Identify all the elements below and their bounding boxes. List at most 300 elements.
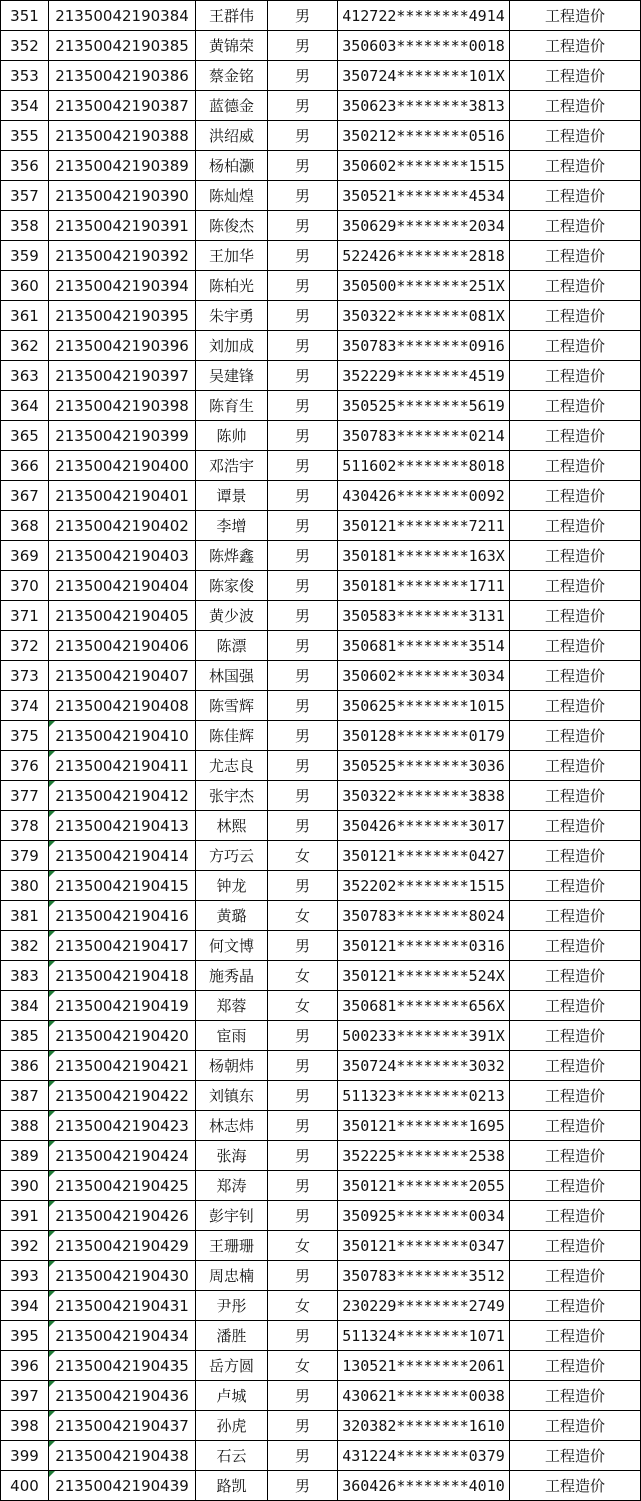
id-card-cell: 350322********081X: [338, 301, 510, 331]
name-cell: 黄少波: [196, 601, 268, 631]
gender-cell: 男: [268, 241, 338, 271]
exam-id-cell: 21350042190394: [49, 271, 196, 301]
row-number-cell: 386: [1, 1051, 49, 1081]
exam-id-cell: 21350042190404: [49, 571, 196, 601]
exam-id-cell: 21350042190422: [49, 1081, 196, 1111]
gender-cell: 男: [268, 571, 338, 601]
id-card-cell: 350121********0427: [338, 841, 510, 871]
exam-id-cell: 21350042190388: [49, 121, 196, 151]
major-cell: 工程造价: [510, 481, 641, 511]
id-card-cell: 350121********0347: [338, 1231, 510, 1261]
id-card-cell: 500233********391X: [338, 1021, 510, 1051]
name-cell: 施秀晶: [196, 961, 268, 991]
row-number-cell: 363: [1, 361, 49, 391]
exam-id-cell: 21350042190395: [49, 301, 196, 331]
id-card-cell: 350500********251X: [338, 271, 510, 301]
exam-id-cell: 21350042190418: [49, 961, 196, 991]
id-card-cell: 352229********4519: [338, 361, 510, 391]
name-cell: 何文博: [196, 931, 268, 961]
table-row: [1, 1201, 641, 1231]
exam-id-cell: 21350042190405: [49, 601, 196, 631]
gender-cell: 男: [268, 1471, 338, 1501]
table-row: [1, 271, 641, 301]
major-cell: 工程造价: [510, 451, 641, 481]
id-card-cell: 350212********0516: [338, 121, 510, 151]
exam-id-cell: 21350042190402: [49, 511, 196, 541]
name-cell: 石云: [196, 1441, 268, 1471]
gender-cell: 男: [268, 481, 338, 511]
major-cell: 工程造价: [510, 1021, 641, 1051]
major-cell: 工程造价: [510, 121, 641, 151]
table-row: [1, 481, 641, 511]
row-number-cell: 378: [1, 811, 49, 841]
gender-cell: 男: [268, 1261, 338, 1291]
id-card-cell: 350121********524X: [338, 961, 510, 991]
id-card-cell: 350724********3032: [338, 1051, 510, 1081]
exam-id-cell: 21350042190400: [49, 451, 196, 481]
name-cell: 彭宇钊: [196, 1201, 268, 1231]
table-row: [1, 1, 641, 31]
major-cell: 工程造价: [510, 1171, 641, 1201]
row-number-cell: 354: [1, 91, 49, 121]
exam-id-cell: 21350042190408: [49, 691, 196, 721]
row-number-cell: 369: [1, 541, 49, 571]
exam-id-cell: 21350042190413: [49, 811, 196, 841]
row-number-cell: 380: [1, 871, 49, 901]
major-cell: 工程造价: [510, 541, 641, 571]
exam-id-cell: 21350042190384: [49, 1, 196, 31]
major-cell: 工程造价: [510, 1321, 641, 1351]
major-cell: 工程造价: [510, 91, 641, 121]
gender-cell: 男: [268, 1141, 338, 1171]
major-cell: 工程造价: [510, 1141, 641, 1171]
gender-cell: 女: [268, 901, 338, 931]
row-number-cell: 392: [1, 1231, 49, 1261]
table-row: [1, 1171, 641, 1201]
exam-id-cell: 21350042190397: [49, 361, 196, 391]
gender-cell: 男: [268, 691, 338, 721]
name-cell: 陈帅: [196, 421, 268, 451]
major-cell: 工程造价: [510, 151, 641, 181]
major-cell: 工程造价: [510, 1261, 641, 1291]
gender-cell: 男: [268, 1441, 338, 1471]
gender-cell: 男: [268, 301, 338, 331]
table-row: [1, 361, 641, 391]
row-number-cell: 388: [1, 1111, 49, 1141]
row-number-cell: 366: [1, 451, 49, 481]
row-number-cell: 372: [1, 631, 49, 661]
name-cell: 蔡金铭: [196, 61, 268, 91]
major-cell: 工程造价: [510, 1351, 641, 1381]
major-cell: 工程造价: [510, 901, 641, 931]
table-row: [1, 601, 641, 631]
gender-cell: 男: [268, 511, 338, 541]
id-card-cell: 350783********0214: [338, 421, 510, 451]
table-row: [1, 31, 641, 61]
id-card-cell: 511324********1071: [338, 1321, 510, 1351]
table-row: [1, 331, 641, 361]
table-row: [1, 391, 641, 421]
exam-id-cell: 21350042190423: [49, 1111, 196, 1141]
major-cell: 工程造价: [510, 1231, 641, 1261]
major-cell: 工程造价: [510, 841, 641, 871]
name-cell: 路凯: [196, 1471, 268, 1501]
exam-id-cell: 21350042190386: [49, 61, 196, 91]
row-number-cell: 381: [1, 901, 49, 931]
exam-id-cell: 21350042190391: [49, 211, 196, 241]
exam-id-cell: 21350042190406: [49, 631, 196, 661]
gender-cell: 男: [268, 361, 338, 391]
table-row: [1, 451, 641, 481]
row-number-cell: 390: [1, 1171, 49, 1201]
exam-id-cell: 21350042190387: [49, 91, 196, 121]
name-cell: 岳方圆: [196, 1351, 268, 1381]
table-row: [1, 721, 641, 751]
id-card-cell: 350181********1711: [338, 571, 510, 601]
id-card-cell: 350121********0316: [338, 931, 510, 961]
name-cell: 尤志良: [196, 751, 268, 781]
table-row: [1, 751, 641, 781]
id-card-cell: 350681********656X: [338, 991, 510, 1021]
name-cell: 陈烨鑫: [196, 541, 268, 571]
id-card-cell: 350783********3512: [338, 1261, 510, 1291]
exam-id-cell: 21350042190407: [49, 661, 196, 691]
row-number-cell: 351: [1, 1, 49, 31]
id-card-cell: 350629********2034: [338, 211, 510, 241]
id-card-cell: 360426********4010: [338, 1471, 510, 1501]
exam-id-cell: 21350042190385: [49, 31, 196, 61]
id-card-cell: 431224********0379: [338, 1441, 510, 1471]
id-card-cell: 350925********0034: [338, 1201, 510, 1231]
table-row: [1, 1411, 641, 1441]
name-cell: 蓝德金: [196, 91, 268, 121]
table-row: [1, 1231, 641, 1261]
table-row: [1, 661, 641, 691]
row-number-cell: 357: [1, 181, 49, 211]
id-card-cell: 350783********0916: [338, 331, 510, 361]
table-row: [1, 301, 641, 331]
gender-cell: 男: [268, 1321, 338, 1351]
exam-id-cell: 21350042190437: [49, 1411, 196, 1441]
name-cell: 陈佳辉: [196, 721, 268, 751]
major-cell: 工程造价: [510, 391, 641, 421]
row-number-cell: 371: [1, 601, 49, 631]
gender-cell: 男: [268, 871, 338, 901]
exam-id-cell: 21350042190390: [49, 181, 196, 211]
table-row: [1, 151, 641, 181]
id-card-cell: 350525********5619: [338, 391, 510, 421]
row-number-cell: 393: [1, 1261, 49, 1291]
table-row: [1, 901, 641, 931]
gender-cell: 男: [268, 331, 338, 361]
gender-cell: 男: [268, 181, 338, 211]
id-card-cell: 350625********1015: [338, 691, 510, 721]
major-cell: 工程造价: [510, 511, 641, 541]
gender-cell: 男: [268, 1111, 338, 1141]
exam-id-cell: 21350042190419: [49, 991, 196, 1021]
row-number-cell: 376: [1, 751, 49, 781]
name-cell: 宦雨: [196, 1021, 268, 1051]
table-row: [1, 781, 641, 811]
major-cell: 工程造价: [510, 61, 641, 91]
name-cell: 郑涛: [196, 1171, 268, 1201]
major-cell: 工程造价: [510, 301, 641, 331]
major-cell: 工程造价: [510, 1471, 641, 1501]
table-row: [1, 121, 641, 151]
gender-cell: 女: [268, 1351, 338, 1381]
name-cell: 陈漂: [196, 631, 268, 661]
gender-cell: 男: [268, 451, 338, 481]
name-cell: 刘镇东: [196, 1081, 268, 1111]
exam-id-cell: 21350042190439: [49, 1471, 196, 1501]
name-cell: 陈灿煌: [196, 181, 268, 211]
major-cell: 工程造价: [510, 1, 641, 31]
name-cell: 陈育生: [196, 391, 268, 421]
row-number-cell: 362: [1, 331, 49, 361]
table-row: [1, 91, 641, 121]
gender-cell: 女: [268, 841, 338, 871]
major-cell: 工程造价: [510, 781, 641, 811]
table-row: [1, 1111, 641, 1141]
table-row: [1, 1441, 641, 1471]
gender-cell: 男: [268, 811, 338, 841]
gender-cell: 男: [268, 751, 338, 781]
major-cell: 工程造价: [510, 811, 641, 841]
major-cell: 工程造价: [510, 271, 641, 301]
row-number-cell: 358: [1, 211, 49, 241]
major-cell: 工程造价: [510, 181, 641, 211]
major-cell: 工程造价: [510, 991, 641, 1021]
major-cell: 工程造价: [510, 571, 641, 601]
id-card-cell: 511323********0213: [338, 1081, 510, 1111]
exam-id-cell: 21350042190398: [49, 391, 196, 421]
gender-cell: 男: [268, 121, 338, 151]
table-row: [1, 931, 641, 961]
id-card-cell: 350128********0179: [338, 721, 510, 751]
name-cell: 李增: [196, 511, 268, 541]
table-row: [1, 181, 641, 211]
table-row: [1, 1321, 641, 1351]
table-row: [1, 1261, 641, 1291]
gender-cell: 男: [268, 541, 338, 571]
name-cell: 黄璐: [196, 901, 268, 931]
name-cell: 刘加成: [196, 331, 268, 361]
name-cell: 林熙: [196, 811, 268, 841]
table-row: [1, 1021, 641, 1051]
exam-id-cell: 21350042190420: [49, 1021, 196, 1051]
name-cell: 王加华: [196, 241, 268, 271]
major-cell: 工程造价: [510, 1291, 641, 1321]
gender-cell: 女: [268, 1231, 338, 1261]
roster-body: [1, 1, 641, 1501]
row-number-cell: 352: [1, 31, 49, 61]
exam-id-cell: 21350042190417: [49, 931, 196, 961]
major-cell: 工程造价: [510, 661, 641, 691]
exam-id-cell: 21350042190430: [49, 1261, 196, 1291]
major-cell: 工程造价: [510, 241, 641, 271]
name-cell: 朱宇勇: [196, 301, 268, 331]
id-card-cell: 320382********1610: [338, 1411, 510, 1441]
table-row: [1, 1081, 641, 1111]
name-cell: 张海: [196, 1141, 268, 1171]
row-number-cell: 368: [1, 511, 49, 541]
major-cell: 工程造价: [510, 691, 641, 721]
exam-id-cell: 21350042190421: [49, 1051, 196, 1081]
row-number-cell: 387: [1, 1081, 49, 1111]
major-cell: 工程造价: [510, 751, 641, 781]
row-number-cell: 389: [1, 1141, 49, 1171]
gender-cell: 男: [268, 931, 338, 961]
id-card-cell: 511602********8018: [338, 451, 510, 481]
id-card-cell: 350681********3514: [338, 631, 510, 661]
name-cell: 陈家俊: [196, 571, 268, 601]
name-cell: 林国强: [196, 661, 268, 691]
name-cell: 孙虎: [196, 1411, 268, 1441]
exam-id-cell: 21350042190431: [49, 1291, 196, 1321]
name-cell: 王群伟: [196, 1, 268, 31]
name-cell: 黄锦荣: [196, 31, 268, 61]
row-number-cell: 396: [1, 1351, 49, 1381]
table-row: [1, 421, 641, 451]
gender-cell: 男: [268, 391, 338, 421]
gender-cell: 男: [268, 601, 338, 631]
exam-id-cell: 21350042190399: [49, 421, 196, 451]
row-number-cell: 383: [1, 961, 49, 991]
name-cell: 潘胜: [196, 1321, 268, 1351]
row-number-cell: 356: [1, 151, 49, 181]
table-row: [1, 1471, 641, 1501]
row-number-cell: 375: [1, 721, 49, 751]
gender-cell: 女: [268, 1291, 338, 1321]
row-number-cell: 374: [1, 691, 49, 721]
exam-id-cell: 21350042190403: [49, 541, 196, 571]
table-row: [1, 991, 641, 1021]
id-card-cell: 350121********2055: [338, 1171, 510, 1201]
id-card-cell: 350121********1695: [338, 1111, 510, 1141]
gender-cell: 男: [268, 61, 338, 91]
gender-cell: 男: [268, 31, 338, 61]
gender-cell: 男: [268, 421, 338, 451]
table-row: [1, 511, 641, 541]
row-number-cell: 361: [1, 301, 49, 331]
id-card-cell: 350121********7211: [338, 511, 510, 541]
major-cell: 工程造价: [510, 1111, 641, 1141]
name-cell: 郑蓉: [196, 991, 268, 1021]
major-cell: 工程造价: [510, 361, 641, 391]
name-cell: 杨柏灏: [196, 151, 268, 181]
exam-id-cell: 21350042190396: [49, 331, 196, 361]
id-card-cell: 352225********2538: [338, 1141, 510, 1171]
row-number-cell: 385: [1, 1021, 49, 1051]
name-cell: 张宇杰: [196, 781, 268, 811]
exam-id-cell: 21350042190425: [49, 1171, 196, 1201]
major-cell: 工程造价: [510, 1381, 641, 1411]
major-cell: 工程造价: [510, 601, 641, 631]
name-cell: 杨朝炜: [196, 1051, 268, 1081]
exam-id-cell: 21350042190426: [49, 1201, 196, 1231]
row-number-cell: 359: [1, 241, 49, 271]
table-row: [1, 1351, 641, 1381]
major-cell: 工程造价: [510, 211, 641, 241]
id-card-cell: 350783********8024: [338, 901, 510, 931]
table-row: [1, 211, 641, 241]
exam-id-cell: 21350042190434: [49, 1321, 196, 1351]
name-cell: 卢城: [196, 1381, 268, 1411]
row-number-cell: 377: [1, 781, 49, 811]
id-card-cell: 350583********3131: [338, 601, 510, 631]
name-cell: 陈柏光: [196, 271, 268, 301]
exam-id-cell: 21350042190392: [49, 241, 196, 271]
id-card-cell: 350724********101X: [338, 61, 510, 91]
exam-id-cell: 21350042190411: [49, 751, 196, 781]
major-cell: 工程造价: [510, 871, 641, 901]
row-number-cell: 382: [1, 931, 49, 961]
name-cell: 尹彤: [196, 1291, 268, 1321]
table-row: [1, 961, 641, 991]
table-row: [1, 811, 641, 841]
major-cell: 工程造价: [510, 631, 641, 661]
row-number-cell: 379: [1, 841, 49, 871]
name-cell: 陈雪辉: [196, 691, 268, 721]
id-card-cell: 350322********3838: [338, 781, 510, 811]
row-number-cell: 365: [1, 421, 49, 451]
row-number-cell: 353: [1, 61, 49, 91]
row-number-cell: 367: [1, 481, 49, 511]
gender-cell: 男: [268, 91, 338, 121]
id-card-cell: 430426********0092: [338, 481, 510, 511]
row-number-cell: 394: [1, 1291, 49, 1321]
gender-cell: 男: [268, 781, 338, 811]
id-card-cell: 350602********3034: [338, 661, 510, 691]
gender-cell: 男: [268, 631, 338, 661]
row-number-cell: 355: [1, 121, 49, 151]
table-row: [1, 631, 641, 661]
name-cell: 谭景: [196, 481, 268, 511]
name-cell: 林志炜: [196, 1111, 268, 1141]
exam-id-cell: 21350042190414: [49, 841, 196, 871]
gender-cell: 男: [268, 1171, 338, 1201]
gender-cell: 男: [268, 211, 338, 241]
row-number-cell: 391: [1, 1201, 49, 1231]
table-row: [1, 241, 641, 271]
id-card-cell: 352202********1515: [338, 871, 510, 901]
exam-id-cell: 21350042190410: [49, 721, 196, 751]
row-number-cell: 370: [1, 571, 49, 601]
major-cell: 工程造价: [510, 331, 641, 361]
id-card-cell: 350181********163X: [338, 541, 510, 571]
major-cell: 工程造价: [510, 1051, 641, 1081]
gender-cell: 女: [268, 991, 338, 1021]
exam-id-cell: 21350042190438: [49, 1441, 196, 1471]
major-cell: 工程造价: [510, 961, 641, 991]
row-number-cell: 373: [1, 661, 49, 691]
exam-id-cell: 21350042190401: [49, 481, 196, 511]
major-cell: 工程造价: [510, 1441, 641, 1471]
id-card-cell: 130521********2061: [338, 1351, 510, 1381]
id-card-cell: 350623********3813: [338, 91, 510, 121]
table-row: [1, 691, 641, 721]
exam-id-cell: 21350042190416: [49, 901, 196, 931]
name-cell: 洪绍威: [196, 121, 268, 151]
table-row: [1, 541, 641, 571]
id-card-cell: 350521********4534: [338, 181, 510, 211]
table-row: [1, 61, 641, 91]
exam-id-cell: 21350042190389: [49, 151, 196, 181]
row-number-cell: 364: [1, 391, 49, 421]
id-card-cell: 430621********0038: [338, 1381, 510, 1411]
major-cell: 工程造价: [510, 721, 641, 751]
id-card-cell: 350426********3017: [338, 811, 510, 841]
